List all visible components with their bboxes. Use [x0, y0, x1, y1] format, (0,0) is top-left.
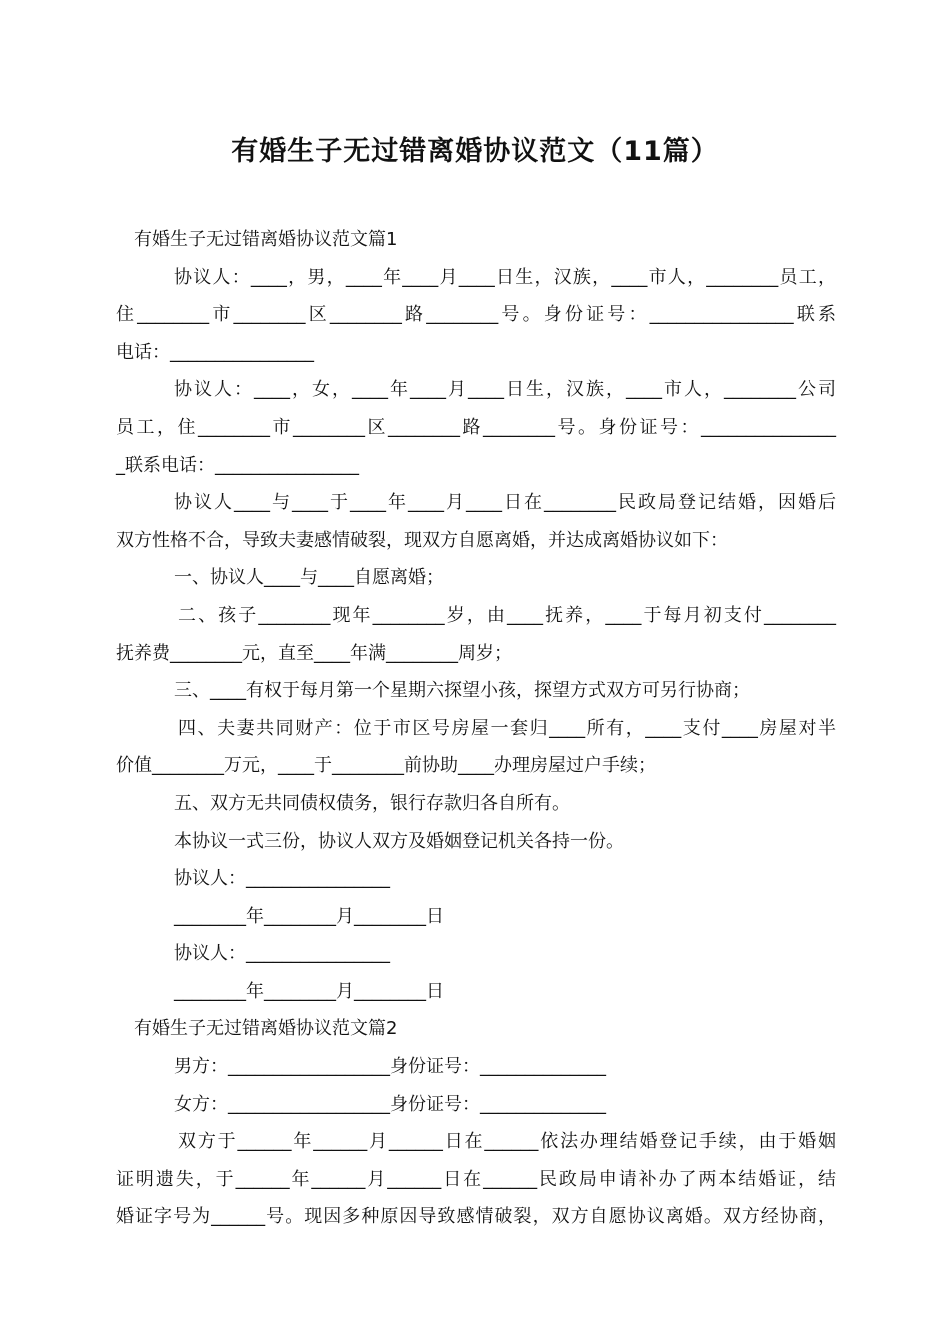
text-line: 三、____有权于每月第一个星期六探望小孩，探望方式双方可另行协商； [174, 680, 750, 702]
text-line: ________年________月________日 [174, 905, 444, 927]
text-line: 男方：__________________身份证号：______________ [174, 1056, 606, 1078]
text-line: 协议人：________________ [174, 943, 390, 965]
text-line: 员工，住________市________区________路________号。身份证号：_______________ [116, 416, 836, 438]
text-line: 价值________万元，____于________前协助____办理房屋过户手续； [116, 755, 656, 777]
text-line: 五、双方无共同债权债务，银行存款归各自所有。 [174, 792, 570, 814]
document-title: 有婚生子无过错离婚协议范文（11篇） [231, 136, 719, 167]
text-line: 二、孩子________现年________岁，由____抚养，____于每月初支付________ [178, 604, 836, 626]
text-line: 双方性格不合，导致夫妻感情破裂，现双方自愿离婚，并达成离婚协议如下： [116, 529, 728, 551]
text-line: 协议人：____，男，____年____月____日生，汉族，____市人，________员工， [174, 266, 836, 288]
text-line: 婚证字号为______号。现因多种原因导致感情破裂，双方自愿协议离婚。双方经协商， [116, 1206, 836, 1228]
text-line: 一、协议人____与____自愿离婚； [174, 567, 444, 589]
text-line: 抚养费________元，直至____年满________周岁； [116, 642, 512, 664]
text-line: 协议人：________________ [174, 868, 390, 890]
text-line: 四、夫妻共同财产：位于市区号房屋一套归____所有，____支付____房屋对半 [178, 717, 836, 739]
text-line: 协议人____与____于____年____月____日在________民政局登记结婚，因婚后 [174, 492, 836, 514]
text-line: _联系电话：________________ [116, 454, 359, 476]
text-line: 证明遗失，于______年______月______日在______民政局申请补办了两本结婚证，结 [116, 1168, 836, 1190]
text-line: 有婚生子无过错离婚协议范文篇2 [134, 1018, 398, 1040]
text-line: 住________市________区________路________号。身份证号：________________联系 [116, 304, 836, 326]
text-line: 有婚生子无过错离婚协议范文篇1 [134, 229, 398, 250]
text-line: 女方：__________________身份证号：______________ [174, 1093, 606, 1115]
document-body [116, 221, 836, 1236]
text-line: 协议人：____，女，____年____月____日生，汉族，____市人，________公司 [174, 379, 836, 401]
text-line: 本协议一式三份，协议人双方及婚姻登记机关各持一份。 [174, 830, 624, 852]
text-line: 双方于______年______月______日在______依法办理结婚登记手续，由于婚姻 [178, 1131, 836, 1153]
text-line: ________年________月________日 [174, 980, 444, 1002]
text-line: 电话：________________ [116, 341, 314, 363]
